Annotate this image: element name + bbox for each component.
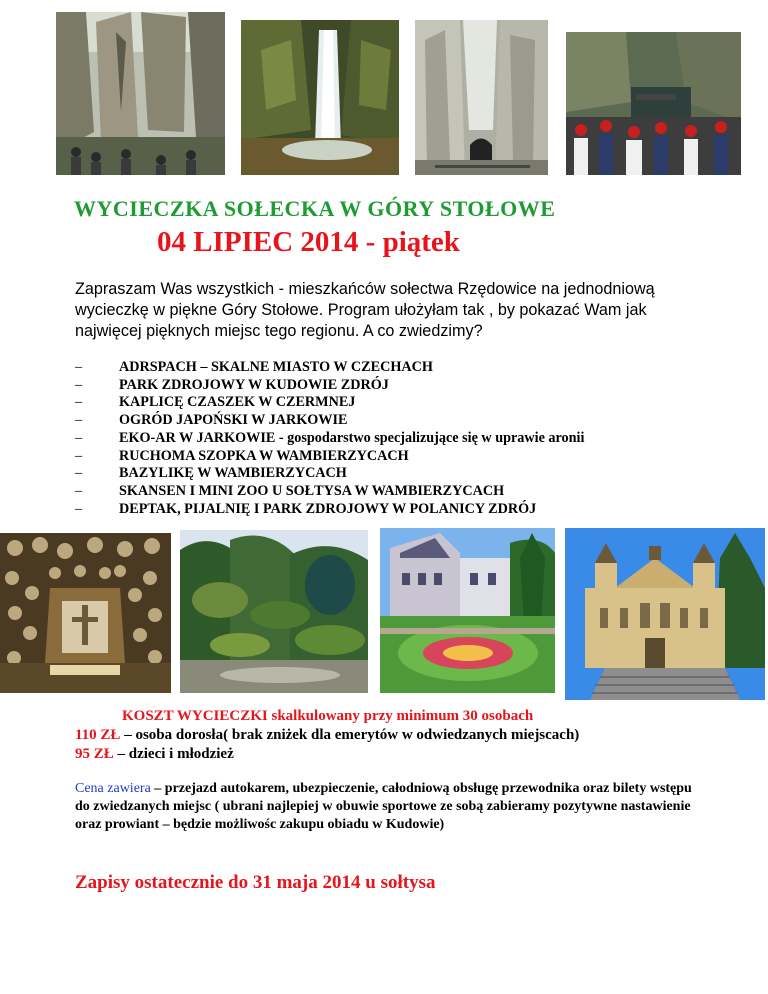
list-dash: – xyxy=(75,482,83,499)
list-dash: – xyxy=(75,447,83,464)
price-includes-lead: Cena zawiera xyxy=(75,781,151,796)
list-dash: – xyxy=(75,359,83,375)
photo-boat-crowd xyxy=(566,32,741,175)
price-kids-amount: 95 ZŁ xyxy=(75,746,114,762)
list-dash: – xyxy=(75,376,83,393)
list-item: – ADRSPACH – SKALNE MIASTO W CZECHACH xyxy=(75,359,433,375)
price-includes xyxy=(75,780,705,834)
list-item: – RUCHOMA SZOPKA W WAMBIERZYCACH xyxy=(75,447,409,464)
list-dash: – xyxy=(75,429,83,446)
price-adult-amount: 110 ZŁ xyxy=(75,727,121,743)
photo-rock-gate xyxy=(415,20,548,175)
list-dash: – xyxy=(75,465,83,482)
photo-rock-town-tourists xyxy=(56,12,225,175)
list-item: – SKANSEN I MINI ZOO U SOŁTYSA W WAMBIERZYCACH xyxy=(75,482,505,499)
list-item: – DEPTAK, PIJALNIĘ I PARK ZDROJOWY W POLANICY ZDRÓJ xyxy=(75,500,537,517)
list-item: – BAZYLIKĘ W WAMBIERZYCACH xyxy=(75,465,347,482)
photo-skull-chapel xyxy=(0,533,171,693)
photo-japanese-garden xyxy=(180,530,368,693)
price-adult-desc: – osoba dorosła( brak zniżek dla emerytów w odwiedzanych miejscach) xyxy=(120,727,580,743)
list-item: – OGRÓD JAPOŃSKI W JARKOWIE xyxy=(75,412,348,429)
intro-paragraph: Zapraszam Was wszystkich - mieszkańców sołectwa Rzędowice na jednodniową wycieczkę w piękne Góry Stołowe. Program ułożyłam tak , by pokazać Wam jak najwięcej pięknych miejsc tego regionu. A co zwiedzimy? xyxy=(75,280,655,340)
list-dash: – xyxy=(75,412,83,429)
photo-basilica xyxy=(565,528,765,700)
cost-heading: KOSZT WYCIECZKI skalkulowany przy minimum 30 osobach xyxy=(122,708,534,724)
places-list xyxy=(75,359,584,518)
trip-title: WYCIECZKA SOŁECKA W GÓRY STOŁOWE xyxy=(74,196,556,221)
list-item: – KAPLICĘ CZASZEK W CZERMNEJ xyxy=(75,394,356,411)
trip-date: 04 LIPIEC 2014 - piątek xyxy=(157,226,460,258)
list-item: – PARK ZDROJOWY W KUDOWIE ZDRÓJ xyxy=(75,376,389,393)
price-includes-text: – przejazd autokarem, ubezpieczenie, całodniową obsługę przewodnika oraz bilety wstępu do zwiedzanych miejsc ( ubrani najlepiej w obuwie sportowe ze sobą zabieramy pozytywne nastawienie oraz prowiant – będzie możliwośc zakupu obiadu w Kudowie) xyxy=(75,781,692,832)
photo-waterfall xyxy=(241,20,399,175)
photo-spa-park xyxy=(380,528,555,693)
list-dash: – xyxy=(75,394,83,411)
price-adult xyxy=(75,727,579,744)
list-item: – EKO-AR W JARKOWIE - gospodarstwo specjalizujące się w uprawie aronii xyxy=(75,429,585,446)
signup-deadline: Zapisy ostatecznie do 31 maja 2014 u sołtysa xyxy=(75,872,436,893)
price-kids-desc: – dzieci i młodzież xyxy=(113,746,234,762)
price-kids xyxy=(75,746,234,763)
list-dash: – xyxy=(75,500,83,517)
